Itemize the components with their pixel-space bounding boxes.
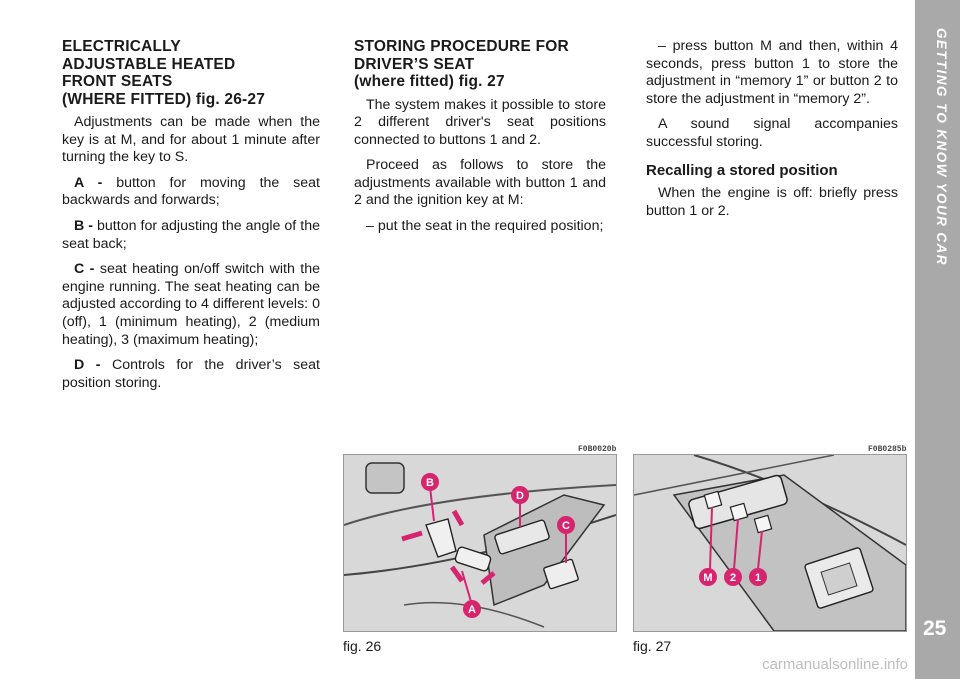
storing-paragraph-1: The system makes it possible to store 2 different driver's seat positions connected to buttons 1 and 2. bbox=[354, 96, 606, 148]
fig27-code: F0B0285b bbox=[868, 445, 907, 454]
label-b: B bbox=[426, 477, 434, 489]
item-c-key: C - bbox=[74, 261, 100, 278]
label-1: 1 bbox=[754, 572, 762, 584]
subtitle-recall: Recalling a stored position bbox=[646, 161, 838, 179]
watermark: carmanualsonline.info bbox=[762, 656, 908, 673]
item-c bbox=[62, 261, 320, 349]
storing-paragraph-3: – put the seat in the required position; bbox=[366, 218, 604, 235]
label-2: 2 bbox=[729, 572, 737, 584]
label-m: M bbox=[703, 572, 713, 584]
seat-controls-illustration bbox=[344, 455, 616, 631]
item-b bbox=[62, 218, 320, 253]
memory-buttons-illustration bbox=[634, 455, 906, 631]
label-c: C bbox=[562, 520, 570, 532]
chapter-title: GETTING TO KNOW YOUR CAR bbox=[934, 28, 949, 266]
storing-paragraph-4: – press button M and then, within 4 seconds, press button 1 to store the adjustment in “memory 1” or button 2 to store the adjustment in “memory 2”. bbox=[646, 38, 898, 107]
label-d: D bbox=[516, 490, 524, 502]
section-title-heated-seats: ELECTRICALLY ADJUSTABLE HEATED FRONT SEATS (WHERE FITTED) fig. 26-27 bbox=[62, 38, 266, 108]
section-title-storing: STORING PROCEDURE FOR DRIVER’S SEAT (where fitted) fig. 27 bbox=[354, 38, 569, 90]
page-number: 25 bbox=[923, 617, 947, 640]
figure-26-image bbox=[343, 454, 617, 632]
storing-paragraph-5: A sound signal accompanies successful storing. bbox=[646, 116, 898, 150]
caption-fig-26: fig. 26 bbox=[343, 638, 382, 654]
item-b-text: button for adjusting the angle of the seat back; bbox=[62, 217, 320, 252]
caption-fig-27: fig. 27 bbox=[633, 638, 672, 654]
item-a bbox=[62, 175, 320, 210]
chapter-sidebar bbox=[915, 0, 960, 679]
label-a: A bbox=[468, 604, 476, 616]
item-a-text: button for moving the seat backwards and forwards; bbox=[62, 174, 320, 209]
item-b-key: B - bbox=[74, 217, 98, 234]
item-c-text: seat heating on/off switch with the engine running. The seat heating can be adjusted according to 4 different levels: 0 (off), 1 (minimum heating), 2 (medium heating), 3 (maximum heating); bbox=[62, 261, 320, 348]
intro-paragraph: Adjustments can be made when the key is at M, and for about 1 minute after turning the key to S. bbox=[62, 114, 320, 166]
recall-paragraph: When the engine is off: briefly press button 1 or 2. bbox=[646, 185, 898, 219]
item-a-key: A - bbox=[74, 174, 117, 191]
column-1 bbox=[62, 38, 320, 400]
item-d-text: Controls for the driver’s seat position storing. bbox=[62, 357, 321, 391]
item-d bbox=[62, 357, 320, 392]
storing-paragraph-2: Proceed as follows to store the adjustments available with button 1 and 2 and the ignition key at M: bbox=[354, 157, 606, 209]
column-3 bbox=[646, 38, 898, 228]
column-2 bbox=[354, 38, 606, 244]
item-d-key: D - bbox=[74, 357, 113, 374]
fig26-code: F0B0020b bbox=[578, 445, 617, 454]
figure-27-image bbox=[633, 454, 907, 632]
